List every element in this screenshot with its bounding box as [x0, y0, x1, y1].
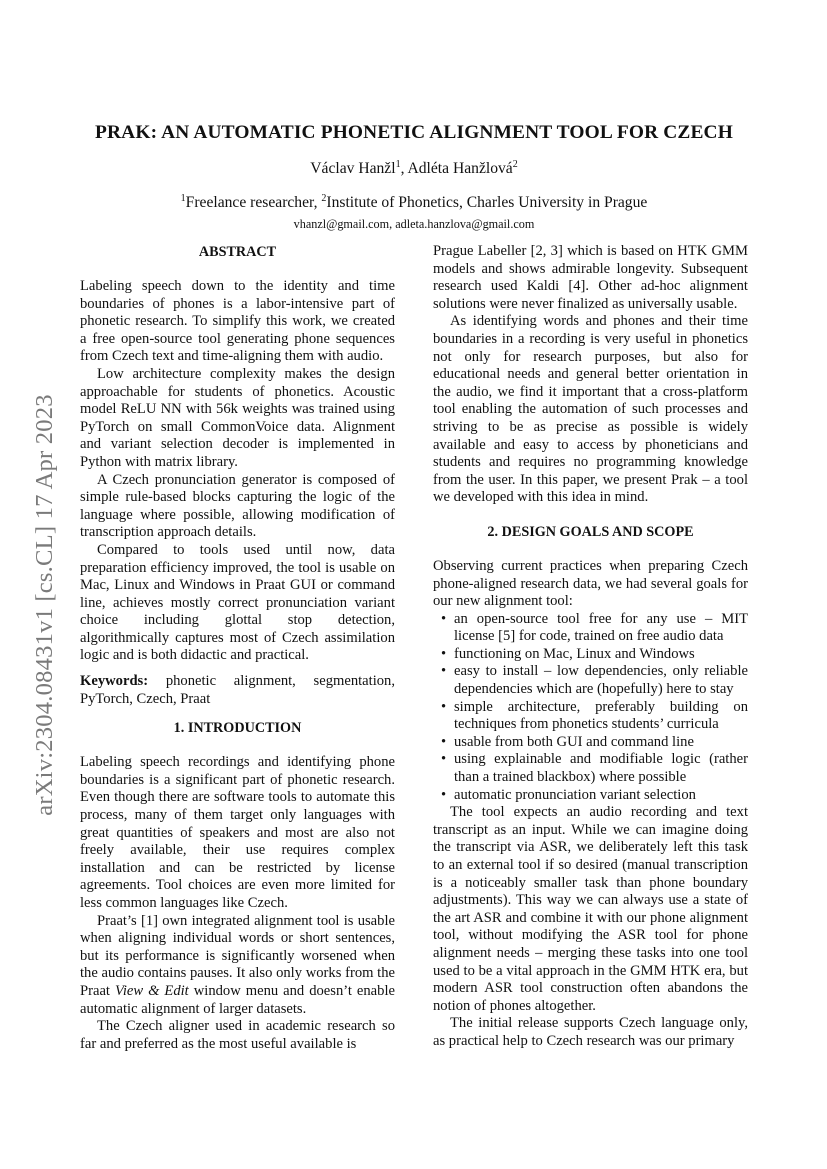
abstract-heading: ABSTRACT	[198, 244, 277, 260]
arxiv-identifier-text: arXiv:2304.08431v1 [cs.CL] 17 Apr 2023	[31, 394, 58, 816]
design-goals-paragraph-3: The initial release supports Czech language only, as practical help to Czech research was our primary	[433, 1015, 748, 1049]
abstract-paragraph-4: Compared to tools used until now, data preparation efficiency improved, the tool is usable on Mac, Linux and Windows in Praat GUI or command line, achieves mostly correct pronunciation variant choice including glottal stop detection, algorithmically captures most of Czech assimilation logic and is both didactic and practical.	[80, 541, 395, 664]
affiliation-1: Freelance researcher,	[185, 194, 322, 211]
list-item: • usable from both GUI and command line	[454, 734, 748, 752]
list-item: • functioning on Mac, Linux and Windows	[454, 646, 748, 664]
keywords-label: Keywords:	[80, 673, 149, 690]
design-goals-list	[433, 611, 748, 805]
list-item: • an open-source tool free for any use – MIT license [5] for code, trained on free audio data	[454, 611, 748, 646]
introduction-heading: 1. INTRODUCTION	[173, 720, 302, 737]
author-separator: ,	[400, 160, 408, 177]
right-column	[433, 243, 748, 1051]
arxiv-identifier	[20, 365, 70, 845]
affiliation-2: Institute of Phonetics, Charles University in Prague	[326, 194, 648, 211]
author-1: Václav Hanžl	[310, 160, 396, 177]
view-edit-emphasis: View & Edit	[114, 982, 189, 999]
keywords-text: phonetic alignment, segmentation, PyTorch, Czech, Praat	[80, 673, 395, 707]
introduction-paragraph-4: As identifying words and phones and their time boundaries in a recording is very useful in phonetics not only for research purposes, but also for educational needs and general better orientation in the audio, we find it important that a cross-platform tool enabling the automation of such processes and striving to be as precise as possible is widely available and easy to access by phoneticians and students and requires no programming knowledge from the user. In this paper, we present Prak – a tool we developed with this idea in mind.	[433, 313, 748, 506]
author-2-sup: 2	[512, 158, 518, 170]
affiliation-1-sup: 1	[180, 192, 186, 204]
abstract-paragraph-1: Labeling speech down to the identity and time boundaries of phones is a labor-intensive part of phonetic research. To simplify this work, we created a free open-source tool generating phone sequences from Czech text and time-aligning them with audio.	[80, 278, 395, 365]
author-line	[80, 160, 748, 178]
introduction-paragraph-2-start: Praat’s [1] own integrated alignment tool is usable when aligning individual words or short sentences, but its performance is significantly worsened when the audio contains pauses. It also only works from the Praat	[80, 912, 395, 999]
design-goals-paragraph-1: Observing current practices when preparing Czech phone-aligned research data, we had several goals for our new alignment tool:	[433, 557, 748, 610]
design-goals-paragraph-2: The tool expects an audio recording and text transcript as an input. While we can imagine doing the transcript via ASR, we deliberately left this task to an external tool if so desired (manual transcription is a noticeably smaller task than phone boundary adjustments). This way we can always use a state of the art ASR and combine it with our phone alignment tool, without modifying the ASR tool for phone alignment needs – merging these tasks into one tool used to be a vital approach in the GMM HTK era, but modern ASR tool construction often abandons the notion of phones altogether.	[433, 804, 748, 1014]
introduction-paragraph-3-continued: Prague Labeller [2, 3] which is based on HTK GMM models and shows admirable longevity. Subsequent research used Kaldi [4]. Other ad-hoc alignment solutions were never finalized as universally usable.	[433, 243, 748, 312]
affiliation-line	[80, 194, 748, 212]
list-item: • automatic pronunciation variant selection	[454, 787, 748, 805]
left-column	[80, 243, 395, 1053]
affiliation-2-sup: 2	[321, 192, 327, 204]
abstract-paragraph-3: A Czech pronunciation generator is composed of simple rule-based blocks capturing the logic of the language where possible, allowing modification of transcription approach details.	[80, 471, 395, 541]
list-item: • simple architecture, preferably building on techniques from phonetics students’ curricula	[454, 699, 748, 734]
author-2: Adléta Hanžlová	[407, 160, 513, 177]
list-item: • using explainable and modifiable logic (rather than a trained blackbox) where possible	[454, 751, 748, 786]
keywords	[80, 673, 395, 708]
introduction-paragraph-2	[80, 913, 395, 1019]
abstract-paragraph-2: Low architecture complexity makes the design approachable for students of phonetics. Acoustic model ReLU NN with 56k weights was trained using PyTorch on small CommonVoice data. Alignment and variant selection decoder is implemented in Python with matrix library.	[80, 365, 395, 470]
introduction-paragraph-1: Labeling speech recordings and identifying phone boundaries is a significant part of phonetic research. Even though there are software tools to automate this process, many of them target only languages with great quantities of speakers and most are also not freely available, their use requires complex installation and can be restricted by license agreements. Tool choices are even more limited for less common languages like Czech.	[80, 754, 395, 911]
email-line: vhanzl@gmail.com, adleta.hanzlova@gmail.com	[293, 217, 535, 231]
introduction-paragraph-3: The Czech aligner used in academic research so far and preferred as the most useful available is	[80, 1018, 395, 1052]
author-1-sup: 1	[395, 158, 401, 170]
design-goals-heading: 2. DESIGN GOALS AND SCOPE	[487, 523, 694, 540]
list-item: • easy to install – low dependencies, only reliable dependencies which are (hopefully) here to stay	[454, 663, 748, 698]
paper-title: PRAK: AN AUTOMATIC PHONETIC ALIGNMENT TOOL FOR CZECH	[95, 122, 733, 143]
introduction-paragraph-2-end: window menu and doesn’t enable automatic alignment of larger datasets.	[80, 982, 395, 1017]
